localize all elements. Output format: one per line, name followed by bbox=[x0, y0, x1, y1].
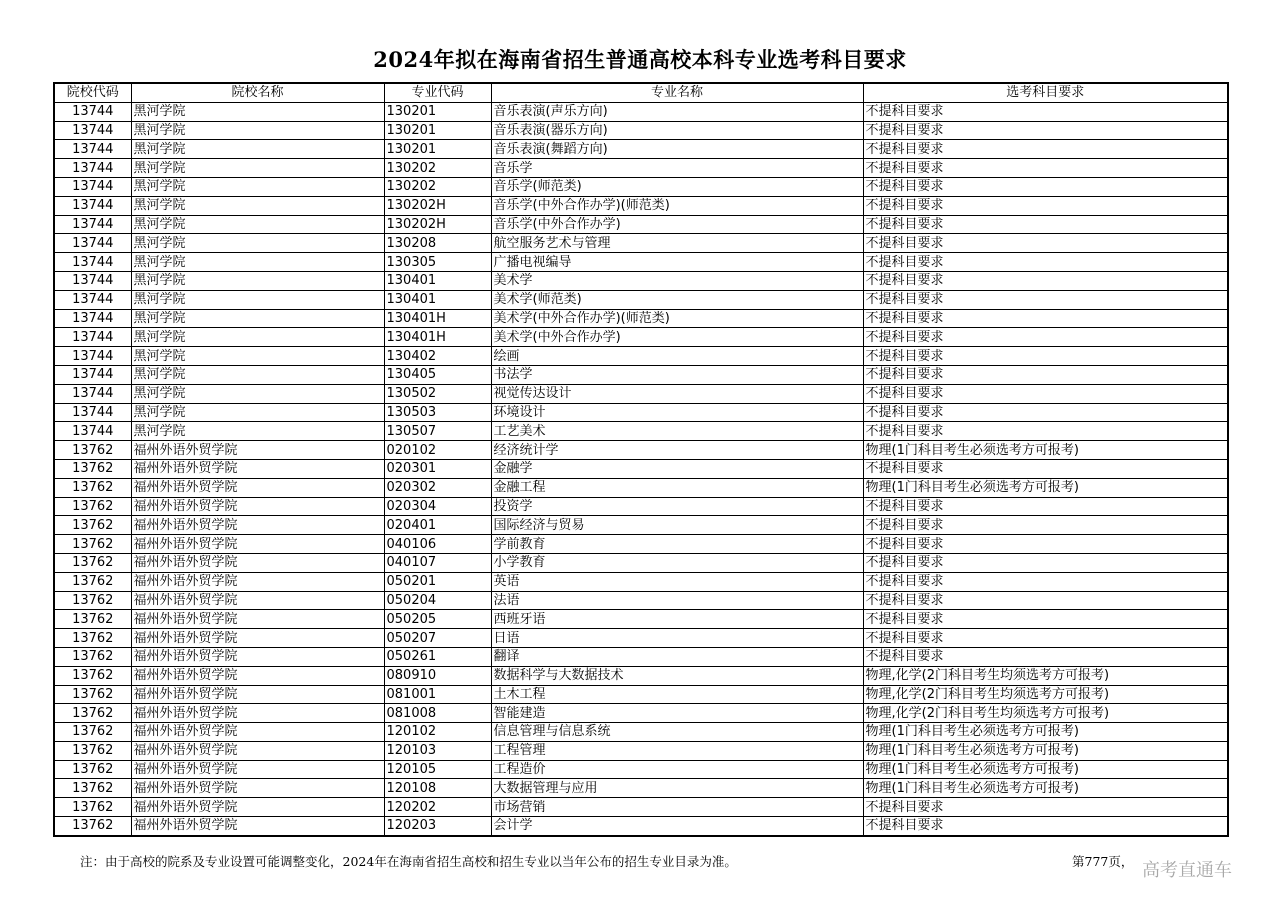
major-code-cell: 081001 bbox=[384, 685, 491, 704]
major-name-cell: 环境设计 bbox=[491, 403, 863, 422]
table-row bbox=[54, 196, 1228, 215]
school-code-cell: 13762 bbox=[54, 817, 131, 836]
header-major-name: 专业名称 bbox=[491, 83, 863, 102]
major-name-cell: 金融工程 bbox=[491, 478, 863, 497]
subject-requirement-cell: 物理(1门科目考生必须选考方可报考) bbox=[863, 441, 1228, 460]
major-code-cell: 130208 bbox=[384, 234, 491, 253]
major-name-cell: 会计学 bbox=[491, 817, 863, 836]
school-name-cell: 黑河学院 bbox=[131, 121, 384, 140]
major-name-cell: 金融学 bbox=[491, 459, 863, 478]
school-name-cell: 福州外语外贸学院 bbox=[131, 798, 384, 817]
major-name-cell: 智能建造 bbox=[491, 704, 863, 723]
table-row bbox=[54, 760, 1228, 779]
major-code-cell: 050204 bbox=[384, 591, 491, 610]
major-code-cell: 130402 bbox=[384, 347, 491, 366]
major-code-cell: 130305 bbox=[384, 253, 491, 272]
school-name-cell: 福州外语外贸学院 bbox=[131, 441, 384, 460]
table-row bbox=[54, 723, 1228, 742]
table-row bbox=[54, 647, 1228, 666]
header-major-code: 专业代码 bbox=[384, 83, 491, 102]
header-school-code: 院校代码 bbox=[54, 83, 131, 102]
major-name-cell: 工程造价 bbox=[491, 760, 863, 779]
major-code-cell: 130201 bbox=[384, 121, 491, 140]
subject-requirement-cell: 物理(1门科目考生必须选考方可报考) bbox=[863, 779, 1228, 798]
school-name-cell: 黑河学院 bbox=[131, 234, 384, 253]
school-name-cell: 福州外语外贸学院 bbox=[131, 535, 384, 554]
major-code-cell: 130201 bbox=[384, 140, 491, 159]
subject-requirement-cell: 物理,化学(2门科目考生均须选考方可报考) bbox=[863, 666, 1228, 685]
school-name-cell: 福州外语外贸学院 bbox=[131, 817, 384, 836]
school-code-cell: 13744 bbox=[54, 215, 131, 234]
major-code-cell: 130401 bbox=[384, 290, 491, 309]
table-row bbox=[54, 704, 1228, 723]
major-code-cell: 130503 bbox=[384, 403, 491, 422]
header-subject-requirement: 选考科目要求 bbox=[863, 83, 1228, 102]
school-name-cell: 福州外语外贸学院 bbox=[131, 478, 384, 497]
school-name-cell: 黑河学院 bbox=[131, 140, 384, 159]
table-row bbox=[54, 478, 1228, 497]
table-row bbox=[54, 328, 1228, 347]
major-name-cell: 美术学 bbox=[491, 271, 863, 290]
subject-requirement-cell: 不提科目要求 bbox=[863, 253, 1228, 272]
school-name-cell: 福州外语外贸学院 bbox=[131, 723, 384, 742]
school-code-cell: 13744 bbox=[54, 121, 131, 140]
major-code-cell: 050207 bbox=[384, 629, 491, 648]
table-row bbox=[54, 271, 1228, 290]
major-code-cell: 130202H bbox=[384, 196, 491, 215]
subject-requirement-cell: 不提科目要求 bbox=[863, 347, 1228, 366]
footnote: 注：由于高校的院系及专业设置可能调整变化，2024年在海南省招生高校和招生专业以当年公布的招生专业目录为准。 bbox=[80, 854, 737, 869]
major-name-cell: 小学教育 bbox=[491, 553, 863, 572]
major-name-cell: 翻译 bbox=[491, 647, 863, 666]
school-code-cell: 13762 bbox=[54, 572, 131, 591]
school-code-cell: 13744 bbox=[54, 271, 131, 290]
table-row bbox=[54, 685, 1228, 704]
major-name-cell: 信息管理与信息系统 bbox=[491, 723, 863, 742]
major-code-cell: 040106 bbox=[384, 535, 491, 554]
school-name-cell: 福州外语外贸学院 bbox=[131, 572, 384, 591]
school-code-cell: 13744 bbox=[54, 196, 131, 215]
school-name-cell: 黑河学院 bbox=[131, 347, 384, 366]
page-number: 第777页， bbox=[1072, 854, 1134, 869]
major-name-cell: 音乐学(中外合作办学)(师范类) bbox=[491, 196, 863, 215]
subject-requirement-cell: 不提科目要求 bbox=[863, 384, 1228, 403]
major-name-cell: 视觉传达设计 bbox=[491, 384, 863, 403]
table-row bbox=[54, 309, 1228, 328]
school-code-cell: 13744 bbox=[54, 328, 131, 347]
school-code-cell: 13744 bbox=[54, 290, 131, 309]
table-row bbox=[54, 234, 1228, 253]
major-name-cell: 绘画 bbox=[491, 347, 863, 366]
table-row bbox=[54, 253, 1228, 272]
school-name-cell: 黑河学院 bbox=[131, 102, 384, 121]
major-code-cell: 081008 bbox=[384, 704, 491, 723]
major-name-cell: 法语 bbox=[491, 591, 863, 610]
major-name-cell: 美术学(师范类) bbox=[491, 290, 863, 309]
school-name-cell: 黑河学院 bbox=[131, 403, 384, 422]
school-name-cell: 黑河学院 bbox=[131, 177, 384, 196]
major-name-cell: 广播电视编导 bbox=[491, 253, 863, 272]
subject-requirement-cell: 不提科目要求 bbox=[863, 535, 1228, 554]
major-name-cell: 经济统计学 bbox=[491, 441, 863, 460]
major-code-cell: 020102 bbox=[384, 441, 491, 460]
header-school-name: 院校名称 bbox=[131, 83, 384, 102]
subject-requirement-cell: 不提科目要求 bbox=[863, 572, 1228, 591]
table-row bbox=[54, 572, 1228, 591]
major-name-cell: 音乐表演(器乐方向) bbox=[491, 121, 863, 140]
major-name-cell: 大数据管理与应用 bbox=[491, 779, 863, 798]
school-code-cell: 13744 bbox=[54, 309, 131, 328]
major-code-cell: 040107 bbox=[384, 553, 491, 572]
requirements-table bbox=[53, 82, 1229, 837]
major-name-cell: 音乐学 bbox=[491, 159, 863, 178]
subject-requirement-cell: 物理,化学(2门科目考生均须选考方可报考) bbox=[863, 685, 1228, 704]
major-code-cell: 130202 bbox=[384, 177, 491, 196]
school-code-cell: 13762 bbox=[54, 441, 131, 460]
major-code-cell: 130502 bbox=[384, 384, 491, 403]
major-name-cell: 市场营销 bbox=[491, 798, 863, 817]
school-code-cell: 13744 bbox=[54, 159, 131, 178]
major-code-cell: 120108 bbox=[384, 779, 491, 798]
major-code-cell: 050201 bbox=[384, 572, 491, 591]
table-header-row bbox=[54, 83, 1228, 102]
school-code-cell: 13744 bbox=[54, 347, 131, 366]
major-name-cell: 音乐表演(声乐方向) bbox=[491, 102, 863, 121]
major-name-cell: 土木工程 bbox=[491, 685, 863, 704]
major-name-cell: 学前教育 bbox=[491, 535, 863, 554]
subject-requirement-cell: 不提科目要求 bbox=[863, 553, 1228, 572]
school-name-cell: 黑河学院 bbox=[131, 253, 384, 272]
school-code-cell: 13744 bbox=[54, 365, 131, 384]
subject-requirement-cell: 不提科目要求 bbox=[863, 328, 1228, 347]
major-code-cell: 120203 bbox=[384, 817, 491, 836]
table-row bbox=[54, 497, 1228, 516]
major-code-cell: 020304 bbox=[384, 497, 491, 516]
major-name-cell: 日语 bbox=[491, 629, 863, 648]
subject-requirement-cell: 不提科目要求 bbox=[863, 159, 1228, 178]
school-name-cell: 福州外语外贸学院 bbox=[131, 497, 384, 516]
table-row bbox=[54, 403, 1228, 422]
major-code-cell: 120202 bbox=[384, 798, 491, 817]
subject-requirement-cell: 不提科目要求 bbox=[863, 629, 1228, 648]
school-code-cell: 13744 bbox=[54, 140, 131, 159]
major-name-cell: 音乐学(中外合作办学) bbox=[491, 215, 863, 234]
major-code-cell: 080910 bbox=[384, 666, 491, 685]
major-code-cell: 020401 bbox=[384, 516, 491, 535]
school-name-cell: 福州外语外贸学院 bbox=[131, 610, 384, 629]
table-row bbox=[54, 553, 1228, 572]
school-code-cell: 13762 bbox=[54, 760, 131, 779]
school-name-cell: 黑河学院 bbox=[131, 309, 384, 328]
school-code-cell: 13762 bbox=[54, 478, 131, 497]
school-name-cell: 福州外语外贸学院 bbox=[131, 516, 384, 535]
school-name-cell: 福州外语外贸学院 bbox=[131, 741, 384, 760]
subject-requirement-cell: 物理(1门科目考生必须选考方可报考) bbox=[863, 723, 1228, 742]
school-name-cell: 福州外语外贸学院 bbox=[131, 553, 384, 572]
school-name-cell: 福州外语外贸学院 bbox=[131, 459, 384, 478]
table-row bbox=[54, 422, 1228, 441]
subject-requirement-cell: 不提科目要求 bbox=[863, 290, 1228, 309]
subject-requirement-cell: 不提科目要求 bbox=[863, 497, 1228, 516]
page-title: 2024年拟在海南省招生普通高校本科专业选考科目要求 bbox=[373, 47, 907, 72]
school-name-cell: 黑河学院 bbox=[131, 271, 384, 290]
school-code-cell: 13762 bbox=[54, 610, 131, 629]
school-code-cell: 13762 bbox=[54, 553, 131, 572]
table-row bbox=[54, 215, 1228, 234]
school-name-cell: 黑河学院 bbox=[131, 422, 384, 441]
school-name-cell: 黑河学院 bbox=[131, 159, 384, 178]
school-name-cell: 黑河学院 bbox=[131, 328, 384, 347]
subject-requirement-cell: 不提科目要求 bbox=[863, 403, 1228, 422]
major-code-cell: 130202 bbox=[384, 159, 491, 178]
table-body bbox=[54, 102, 1228, 836]
major-code-cell: 120102 bbox=[384, 723, 491, 742]
table-row bbox=[54, 535, 1228, 554]
school-code-cell: 13762 bbox=[54, 723, 131, 742]
table-row bbox=[54, 779, 1228, 798]
table-row bbox=[54, 365, 1228, 384]
school-code-cell: 13762 bbox=[54, 685, 131, 704]
table-row bbox=[54, 817, 1228, 836]
school-code-cell: 13762 bbox=[54, 516, 131, 535]
subject-requirement-cell: 不提科目要求 bbox=[863, 798, 1228, 817]
table-row bbox=[54, 140, 1228, 159]
major-code-cell: 130201 bbox=[384, 102, 491, 121]
table-row bbox=[54, 610, 1228, 629]
table-row bbox=[54, 441, 1228, 460]
subject-requirement-cell: 不提科目要求 bbox=[863, 591, 1228, 610]
table-row bbox=[54, 798, 1228, 817]
subject-requirement-cell: 不提科目要求 bbox=[863, 196, 1228, 215]
table-row bbox=[54, 741, 1228, 760]
school-code-cell: 13762 bbox=[54, 798, 131, 817]
school-name-cell: 福州外语外贸学院 bbox=[131, 760, 384, 779]
major-name-cell: 投资学 bbox=[491, 497, 863, 516]
major-code-cell: 120105 bbox=[384, 760, 491, 779]
major-code-cell: 130401H bbox=[384, 328, 491, 347]
subject-requirement-cell: 不提科目要求 bbox=[863, 271, 1228, 290]
major-name-cell: 音乐表演(舞蹈方向) bbox=[491, 140, 863, 159]
subject-requirement-cell: 不提科目要求 bbox=[863, 422, 1228, 441]
school-name-cell: 福州外语外贸学院 bbox=[131, 629, 384, 648]
subject-requirement-cell: 不提科目要求 bbox=[863, 309, 1228, 328]
major-code-cell: 130401H bbox=[384, 309, 491, 328]
subject-requirement-cell: 不提科目要求 bbox=[863, 140, 1228, 159]
school-code-cell: 13744 bbox=[54, 253, 131, 272]
table-row bbox=[54, 177, 1228, 196]
major-code-cell: 130401 bbox=[384, 271, 491, 290]
subject-requirement-cell: 不提科目要求 bbox=[863, 234, 1228, 253]
school-name-cell: 黑河学院 bbox=[131, 365, 384, 384]
subject-requirement-cell: 物理,化学(2门科目考生均须选考方可报考) bbox=[863, 704, 1228, 723]
major-code-cell: 130202H bbox=[384, 215, 491, 234]
table-row bbox=[54, 629, 1228, 648]
major-name-cell: 工艺美术 bbox=[491, 422, 863, 441]
watermark: 高考直通车 bbox=[1142, 860, 1232, 881]
major-code-cell: 020301 bbox=[384, 459, 491, 478]
subject-requirement-cell: 不提科目要求 bbox=[863, 365, 1228, 384]
table-row bbox=[54, 102, 1228, 121]
table-row bbox=[54, 159, 1228, 178]
subject-requirement-cell: 不提科目要求 bbox=[863, 121, 1228, 140]
subject-requirement-cell: 不提科目要求 bbox=[863, 102, 1228, 121]
school-name-cell: 福州外语外贸学院 bbox=[131, 666, 384, 685]
table-row bbox=[54, 384, 1228, 403]
school-name-cell: 黑河学院 bbox=[131, 384, 384, 403]
school-code-cell: 13762 bbox=[54, 779, 131, 798]
table-row bbox=[54, 347, 1228, 366]
school-code-cell: 13762 bbox=[54, 459, 131, 478]
major-code-cell: 130405 bbox=[384, 365, 491, 384]
school-code-cell: 13762 bbox=[54, 591, 131, 610]
school-code-cell: 13744 bbox=[54, 384, 131, 403]
major-name-cell: 美术学(中外合作办学)(师范类) bbox=[491, 309, 863, 328]
major-name-cell: 英语 bbox=[491, 572, 863, 591]
school-code-cell: 13762 bbox=[54, 497, 131, 516]
school-name-cell: 黑河学院 bbox=[131, 290, 384, 309]
school-name-cell: 黑河学院 bbox=[131, 196, 384, 215]
school-name-cell: 福州外语外贸学院 bbox=[131, 779, 384, 798]
table-row bbox=[54, 459, 1228, 478]
subject-requirement-cell: 不提科目要求 bbox=[863, 610, 1228, 629]
subject-requirement-cell: 物理(1门科目考生必须选考方可报考) bbox=[863, 478, 1228, 497]
school-name-cell: 黑河学院 bbox=[131, 215, 384, 234]
school-code-cell: 13762 bbox=[54, 535, 131, 554]
major-code-cell: 120103 bbox=[384, 741, 491, 760]
major-code-cell: 130507 bbox=[384, 422, 491, 441]
major-code-cell: 050261 bbox=[384, 647, 491, 666]
subject-requirement-cell: 不提科目要求 bbox=[863, 817, 1228, 836]
major-name-cell: 美术学(中外合作办学) bbox=[491, 328, 863, 347]
subject-requirement-cell: 不提科目要求 bbox=[863, 647, 1228, 666]
school-name-cell: 福州外语外贸学院 bbox=[131, 647, 384, 666]
table-row bbox=[54, 516, 1228, 535]
major-name-cell: 工程管理 bbox=[491, 741, 863, 760]
school-name-cell: 福州外语外贸学院 bbox=[131, 591, 384, 610]
subject-requirement-cell: 物理(1门科目考生必须选考方可报考) bbox=[863, 760, 1228, 779]
major-name-cell: 音乐学(师范类) bbox=[491, 177, 863, 196]
school-code-cell: 13744 bbox=[54, 422, 131, 441]
subject-requirement-cell: 不提科目要求 bbox=[863, 459, 1228, 478]
school-code-cell: 13762 bbox=[54, 647, 131, 666]
major-name-cell: 航空服务艺术与管理 bbox=[491, 234, 863, 253]
major-name-cell: 国际经济与贸易 bbox=[491, 516, 863, 535]
subject-requirement-cell: 不提科目要求 bbox=[863, 177, 1228, 196]
school-code-cell: 13762 bbox=[54, 704, 131, 723]
school-code-cell: 13762 bbox=[54, 741, 131, 760]
school-code-cell: 13744 bbox=[54, 102, 131, 121]
subject-requirement-cell: 物理(1门科目考生必须选考方可报考) bbox=[863, 741, 1228, 760]
major-code-cell: 050205 bbox=[384, 610, 491, 629]
table-row bbox=[54, 591, 1228, 610]
table-row bbox=[54, 121, 1228, 140]
major-name-cell: 书法学 bbox=[491, 365, 863, 384]
school-code-cell: 13744 bbox=[54, 234, 131, 253]
subject-requirement-cell: 不提科目要求 bbox=[863, 516, 1228, 535]
major-name-cell: 数据科学与大数据技术 bbox=[491, 666, 863, 685]
school-name-cell: 福州外语外贸学院 bbox=[131, 704, 384, 723]
school-name-cell: 福州外语外贸学院 bbox=[131, 685, 384, 704]
major-name-cell: 西班牙语 bbox=[491, 610, 863, 629]
major-code-cell: 020302 bbox=[384, 478, 491, 497]
school-code-cell: 13744 bbox=[54, 177, 131, 196]
table-row bbox=[54, 290, 1228, 309]
school-code-cell: 13762 bbox=[54, 666, 131, 685]
school-code-cell: 13762 bbox=[54, 629, 131, 648]
subject-requirement-cell: 不提科目要求 bbox=[863, 215, 1228, 234]
school-code-cell: 13744 bbox=[54, 403, 131, 422]
table-row bbox=[54, 666, 1228, 685]
